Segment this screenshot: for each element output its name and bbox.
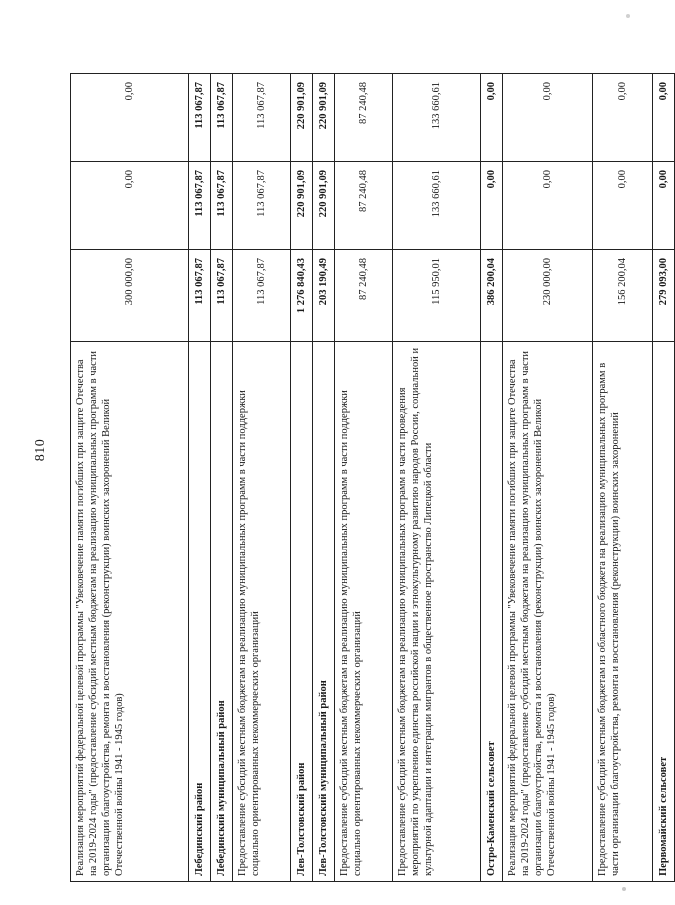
row-name: Лебединский муниципальный район	[211, 342, 233, 882]
value-col-3: 113 067,87	[233, 74, 291, 162]
table-row	[189, 74, 211, 882]
table-row	[481, 74, 503, 882]
value-col-1: 1 276 840,43	[291, 250, 313, 342]
value-col-2: 220 901,09	[313, 162, 335, 250]
value-col-1: 300 000,00	[71, 250, 189, 342]
value-col-2: 0,00	[481, 162, 503, 250]
row-name: Остро-Каменский сельсовет	[481, 342, 503, 882]
value-col-2: 133 660,61	[393, 162, 481, 250]
row-name: Предоставление субсидий местным бюджетам из областного бюджета на реализацию муниципальных программ в части организации благоустройства, ремонта и восстановления (реконструкции) воинских захоронений	[593, 342, 653, 882]
row-name: Реализация мероприятий федеральной целевой программы "Увековечение памяти погибших при защите Отечества на 2019-2024 годы" (предоставление субсидий местным бюджетам на реализацию муниципальных программ в части организации благоустройства, ремонта и восстановления (реконструкции) воинских захоронений Великой Отечественной войны 1941 - 1945 годов)	[71, 342, 189, 882]
value-col-1: 386 200,04	[481, 250, 503, 342]
page-number: 810	[33, 438, 48, 462]
rotated-table-block	[70, 74, 669, 882]
value-col-2: 0,00	[71, 162, 189, 250]
value-col-3: 0,00	[481, 74, 503, 162]
scan-speck	[626, 14, 630, 18]
value-col-2: 87 240,48	[335, 162, 393, 250]
table-row	[233, 74, 291, 882]
value-col-3: 220 901,09	[291, 74, 313, 162]
value-col-3: 133 660,61	[393, 74, 481, 162]
row-name: Реализация мероприятий федеральной целевой программы "Увековечение памяти погибших при защите Отечества на 2019-2024 годы" (предоставление субсидий местным бюджетам на реализацию муниципальных программ в части организации благоустройства, ремонта и восстановления (реконструкции) воинских захоронений Великой Отечественной войны 1941 - 1945 годов)	[503, 342, 593, 882]
row-name: Предоставление субсидий местным бюджетам на реализацию муниципальных программ в части поддержки социально ориентированных некоммерческих организаций	[233, 342, 291, 882]
value-col-1: 113 067,87	[211, 250, 233, 342]
table-row	[71, 74, 189, 882]
value-col-2: 0,00	[593, 162, 653, 250]
value-col-2: 220 901,09	[291, 162, 313, 250]
value-col-2: 0,00	[653, 162, 675, 250]
value-col-3: 113 067,87	[189, 74, 211, 162]
value-col-3: 0,00	[503, 74, 593, 162]
value-col-1: 113 067,87	[233, 250, 291, 342]
value-col-1: 279 093,00	[653, 250, 675, 342]
row-name: Лебединский район	[189, 342, 211, 882]
value-col-3: 0,00	[593, 74, 653, 162]
value-col-1: 230 000,00	[503, 250, 593, 342]
value-col-3: 220 901,09	[313, 74, 335, 162]
value-col-1: 113 067,87	[189, 250, 211, 342]
value-col-3: 0,00	[653, 74, 675, 162]
value-col-1: 156 200,04	[593, 250, 653, 342]
table-row	[393, 74, 481, 882]
value-col-2: 0,00	[503, 162, 593, 250]
budget-table	[70, 73, 675, 882]
value-col-2: 113 067,87	[211, 162, 233, 250]
value-col-3: 0,00	[71, 74, 189, 162]
value-col-2: 113 067,87	[189, 162, 211, 250]
value-col-3: 113 067,87	[211, 74, 233, 162]
table-row	[211, 74, 233, 882]
value-col-2: 113 067,87	[233, 162, 291, 250]
table-row	[503, 74, 593, 882]
table-row	[593, 74, 653, 882]
table-row	[291, 74, 313, 882]
value-col-1: 87 240,48	[335, 250, 393, 342]
value-col-1: 203 190,49	[313, 250, 335, 342]
table-row	[313, 74, 335, 882]
value-col-1: 115 950,01	[393, 250, 481, 342]
value-col-3: 87 240,48	[335, 74, 393, 162]
row-name: Первомайский сельсовет	[653, 342, 675, 882]
row-name: Лев-Толстовский район	[291, 342, 313, 882]
table-row	[335, 74, 393, 882]
row-name: Предоставление субсидий местным бюджетам на реализацию муниципальных программ в части поддержки социально ориентированных некоммерческих организаций	[335, 342, 393, 882]
table-row	[653, 74, 675, 882]
scan-speck	[622, 887, 626, 891]
row-name: Лев-Толстовский муниципальный район	[313, 342, 335, 882]
row-name: Предоставление субсидий местным бюджетам на реализацию муниципальных программ в части проведения мероприятий по укреплению единства российской нации и этнокультурному развитию народов России, социальной и культурной адаптации и интеграции мигрантов в общественное пространство Липецкой области	[393, 342, 481, 882]
